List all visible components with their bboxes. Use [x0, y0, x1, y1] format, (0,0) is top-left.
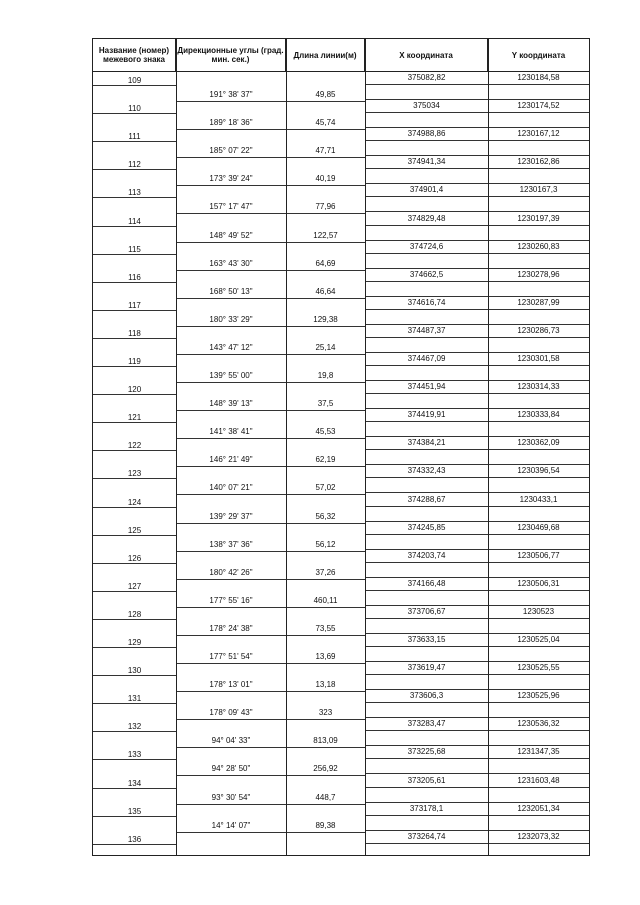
y-coordinate: 1230278,96 [517, 269, 560, 279]
point-name: 129 [127, 638, 142, 647]
segment-line [176, 298, 365, 299]
line-length: 323 [318, 708, 333, 718]
direction-angle: 139° 29' 37" [209, 511, 253, 521]
x-coordinate: 374384,21 [407, 438, 446, 448]
line-length: 13,69 [315, 652, 336, 662]
row-line [93, 788, 176, 789]
row-line [365, 661, 589, 662]
x-coordinate: 374616,74 [407, 297, 446, 307]
row-line [365, 408, 589, 409]
line-length: 256,92 [313, 764, 338, 774]
header-length: Длина линии(м) [286, 39, 365, 71]
line-length: 57,02 [315, 483, 336, 493]
direction-angle: 177° 51' 54" [209, 652, 253, 662]
point-name: 111 [128, 132, 141, 142]
table-header [93, 39, 589, 72]
direction-angle: 146° 21' 49" [209, 455, 253, 465]
line-length: 448,7 [315, 792, 336, 802]
boundary-table [92, 38, 590, 856]
x-coordinate: 375082,82 [407, 73, 446, 82]
y-coordinate: 1230525,96 [517, 691, 560, 701]
x-coordinate: 374419,91 [407, 410, 446, 420]
row-line [365, 730, 589, 731]
row-line [365, 99, 589, 100]
line-length: 46,64 [315, 286, 336, 296]
point-name: 117 [128, 300, 141, 310]
y-coordinate: 1230260,83 [517, 241, 560, 251]
row-line [365, 337, 589, 338]
row-line [365, 477, 589, 478]
row-line [365, 296, 589, 297]
segment-line [176, 775, 365, 776]
segment-line [176, 185, 365, 186]
y-coordinate: 1230197,39 [517, 213, 560, 223]
point-name: 119 [128, 357, 141, 366]
y-coordinate: 1231603,48 [517, 775, 560, 785]
row-line [93, 197, 176, 198]
direction-angle: 189° 18' 36" [209, 118, 253, 128]
row-line [365, 802, 589, 803]
row-line [365, 745, 589, 746]
y-coordinate: 1230525,55 [517, 663, 560, 673]
segment-line [176, 354, 365, 355]
line-length: 25,14 [315, 342, 336, 352]
x-coordinate: 374332,43 [407, 466, 446, 476]
direction-angle: 139° 55' 00" [209, 371, 253, 381]
y-coordinate: 1232051,34 [517, 803, 560, 813]
header-angle: Дирекционные углы (град. мин. сек.) [176, 39, 286, 71]
point-name: 133 [127, 750, 142, 760]
direction-angle: 173° 39' 24" [209, 174, 253, 184]
row-line [93, 85, 176, 86]
y-coordinate: 1230433,1 [519, 494, 558, 504]
direction-angle: 191° 38' 37" [209, 90, 253, 100]
row-line [93, 759, 176, 760]
y-coordinate: 1230314,33 [517, 382, 560, 392]
line-length: 37,5 [317, 399, 334, 409]
point-name: 132 [127, 722, 142, 732]
column-divider [176, 39, 177, 855]
point-name: 130 [127, 666, 142, 676]
x-coordinate: 375034 [413, 101, 440, 111]
y-coordinate: 1230506,77 [517, 550, 560, 560]
row-line [365, 590, 589, 591]
point-name: 113 [128, 188, 141, 198]
line-length: 40,19 [315, 174, 336, 184]
row-line [365, 618, 589, 619]
row-line [365, 492, 589, 493]
line-length: 460,11 [313, 595, 338, 605]
y-coordinate: 1230506,31 [517, 578, 560, 588]
row-line [93, 591, 176, 592]
y-coordinate: 1230184,58 [517, 73, 560, 82]
row-line [365, 183, 589, 184]
point-name: 123 [127, 469, 142, 479]
point-name: 118 [128, 328, 141, 338]
line-length: 37,26 [315, 567, 336, 577]
row-line [365, 562, 589, 563]
x-coordinate: 374166,48 [407, 578, 446, 588]
x-coordinate: 373633,15 [407, 635, 446, 644]
x-coordinate: 374662,5 [409, 269, 444, 279]
y-coordinate: 1230362,09 [517, 438, 560, 448]
table-body [93, 71, 589, 855]
y-coordinate: 1230469,68 [517, 522, 560, 532]
point-name: 110 [128, 104, 141, 114]
y-coordinate: 1230333,84 [517, 410, 560, 420]
row-line [93, 647, 176, 648]
row-line [365, 605, 589, 606]
row-line [93, 422, 176, 423]
segment-line [176, 579, 365, 580]
segment-line [176, 213, 365, 214]
row-line [93, 619, 176, 620]
segment-line [176, 157, 365, 158]
line-length: 89,38 [315, 820, 336, 830]
y-coordinate: 1230167,12 [517, 129, 560, 139]
line-length: 122,57 [313, 230, 338, 240]
point-name: 126 [127, 553, 142, 563]
row-line [365, 521, 589, 522]
row-line [365, 268, 589, 269]
segment-line [176, 804, 365, 805]
line-length: 129,38 [313, 314, 338, 324]
x-coordinate: 374245,85 [407, 522, 446, 532]
x-coordinate: 373178,1 [409, 803, 444, 813]
point-name: 122 [127, 441, 142, 451]
direction-angle: 143° 47' 12" [209, 342, 253, 352]
header-x: X координата [365, 39, 488, 71]
segment-line [176, 607, 365, 608]
row-line [93, 226, 176, 227]
row-line [365, 577, 589, 578]
row-line [365, 84, 589, 85]
row-line [365, 633, 589, 634]
y-coordinate: 1231347,35 [517, 747, 560, 757]
x-coordinate: 374988,86 [407, 129, 446, 139]
row-line [93, 703, 176, 704]
row-line [365, 506, 589, 507]
segment-line [176, 691, 365, 692]
y-coordinate: 1230174,52 [517, 101, 560, 111]
row-line [93, 310, 176, 311]
row-line [365, 674, 589, 675]
line-length: 49,85 [315, 90, 336, 100]
row-line [365, 421, 589, 422]
row-line [365, 702, 589, 703]
segment-line [176, 270, 365, 271]
y-coordinate: 1230536,32 [517, 719, 560, 729]
y-coordinate: 1230162,86 [517, 157, 560, 167]
x-coordinate: 374829,48 [407, 213, 446, 223]
segment-line [176, 832, 365, 833]
line-length: 64,69 [315, 258, 336, 268]
line-length: 56,12 [315, 539, 336, 549]
segment-line [176, 438, 365, 439]
line-length: 62,19 [315, 455, 336, 465]
point-name: 128 [127, 609, 142, 619]
row-line [365, 155, 589, 156]
column-divider [365, 39, 366, 855]
line-length: 45,53 [315, 427, 336, 437]
direction-angle: 141° 38' 41" [209, 427, 253, 437]
y-coordinate: 1230396,54 [517, 466, 560, 476]
direction-angle: 178° 24' 38" [209, 623, 253, 633]
row-line [365, 815, 589, 816]
row-line [365, 196, 589, 197]
direction-angle: 14° 14' 07" [211, 820, 251, 830]
row-line [365, 464, 589, 465]
point-name: 120 [127, 385, 142, 395]
row-line [365, 365, 589, 366]
y-coordinate: 1230523 [522, 606, 555, 616]
segment-line [176, 663, 365, 664]
x-coordinate: 374288,67 [407, 494, 446, 504]
row-line [365, 225, 589, 226]
x-coordinate: 374203,74 [407, 550, 446, 560]
x-coordinate: 373283,47 [407, 719, 446, 729]
x-coordinate: 373225,68 [407, 747, 446, 757]
segment-line [176, 410, 365, 411]
point-name: 109 [127, 76, 142, 85]
point-name: 116 [128, 272, 141, 282]
y-coordinate: 1230287,99 [517, 297, 560, 307]
row-line [93, 535, 176, 536]
row-line [365, 646, 589, 647]
x-coordinate: 373619,47 [407, 663, 446, 673]
row-line [365, 449, 589, 450]
row-line [93, 141, 176, 142]
direction-angle: 163° 43' 30" [209, 258, 253, 268]
row-line [365, 211, 589, 212]
row-line [93, 478, 176, 479]
x-coordinate: 374901,4 [409, 185, 444, 195]
x-coordinate: 373205,61 [407, 775, 446, 785]
row-line [365, 534, 589, 535]
line-length: 47,71 [315, 146, 336, 156]
row-line [93, 282, 176, 283]
segment-line [176, 523, 365, 524]
row-line [365, 112, 589, 113]
row-line [93, 169, 176, 170]
row-line [93, 254, 176, 255]
x-coordinate: 373264,74 [407, 831, 446, 841]
segment-line [176, 466, 365, 467]
line-length: 45,74 [315, 118, 336, 128]
y-coordinate: 1230167,3 [519, 185, 558, 195]
row-line [365, 758, 589, 759]
segment-line [176, 129, 365, 130]
line-length: 19,8 [317, 371, 334, 381]
row-line [365, 168, 589, 169]
x-coordinate: 374941,34 [407, 157, 446, 167]
point-name: 121 [127, 413, 142, 423]
point-name: 131 [127, 694, 142, 704]
row-line [365, 549, 589, 550]
line-length: 13,18 [315, 680, 336, 690]
row-line [93, 563, 176, 564]
direction-angle: 180° 33' 29" [209, 314, 253, 324]
row-line [365, 380, 589, 381]
row-line [365, 127, 589, 128]
header-name: Название (номер) межевого знака [93, 39, 176, 71]
row-line [365, 830, 589, 831]
segment-line [176, 326, 365, 327]
line-length: 813,09 [313, 736, 338, 746]
line-length: 77,96 [315, 202, 336, 212]
direction-angle: 177° 55' 16" [209, 595, 253, 605]
x-coordinate: 374724,6 [409, 241, 444, 251]
row-line [93, 675, 176, 676]
column-divider [488, 39, 489, 855]
point-name: 124 [127, 497, 142, 507]
x-coordinate: 373606,3 [409, 691, 444, 701]
y-coordinate: 1230286,73 [517, 325, 560, 335]
direction-angle: 168° 50' 13" [209, 286, 253, 296]
direction-angle: 148° 39' 13" [209, 399, 253, 409]
direction-angle: 94° 28' 50" [211, 764, 251, 774]
point-name: 134 [127, 778, 142, 788]
direction-angle: 185° 07' 22" [209, 146, 253, 156]
y-coordinate: 1230301,58 [517, 354, 560, 363]
point-name: 112 [128, 160, 141, 170]
row-line [365, 436, 589, 437]
row-line [365, 140, 589, 141]
direction-angle: 157° 17' 47" [209, 202, 253, 212]
x-coordinate: 374451,94 [407, 382, 446, 392]
y-coordinate: 1232073,32 [517, 831, 560, 841]
header-y: Y координата [511, 50, 566, 60]
row-line [365, 324, 589, 325]
x-coordinate: 373706,67 [407, 606, 446, 616]
row-line [93, 731, 176, 732]
direction-angle: 148° 49' 52" [209, 230, 253, 240]
segment-line [176, 635, 365, 636]
row-line [93, 394, 176, 395]
segment-line [176, 551, 365, 552]
row-line [365, 281, 589, 282]
direction-angle: 178° 09' 43" [209, 708, 253, 718]
line-length: 73,55 [315, 623, 336, 633]
direction-angle: 94° 04' 33" [211, 736, 251, 746]
segment-line [176, 747, 365, 748]
row-line [365, 787, 589, 788]
row-line [365, 689, 589, 690]
row-line [365, 253, 589, 254]
point-name: 136 [127, 834, 142, 844]
point-name: 114 [128, 216, 141, 226]
point-name: 127 [127, 581, 142, 591]
row-line [93, 366, 176, 367]
x-coordinate: 374467,09 [407, 354, 446, 363]
row-line [365, 309, 589, 310]
direction-angle: 140° 07' 21" [209, 483, 253, 493]
point-name: 135 [127, 806, 142, 816]
y-coordinate: 1230525,04 [517, 635, 560, 644]
row-line [93, 338, 176, 339]
row-line [93, 816, 176, 817]
segment-line [176, 382, 365, 383]
row-line [365, 773, 589, 774]
point-name: 115 [128, 244, 141, 254]
point-name: 125 [127, 525, 142, 535]
row-line [365, 393, 589, 394]
direction-angle: 178° 13' 01" [209, 680, 253, 690]
row-line [93, 113, 176, 114]
direction-angle: 93° 30' 54" [211, 792, 251, 802]
x-coordinate: 374487,37 [407, 325, 446, 335]
segment-line [176, 494, 365, 495]
row-line [365, 240, 589, 241]
row-line [365, 717, 589, 718]
direction-angle: 180° 42' 26" [209, 567, 253, 577]
row-line [93, 507, 176, 508]
row-line [365, 352, 589, 353]
row-line [93, 844, 176, 845]
column-divider [286, 39, 287, 855]
segment-line [176, 242, 365, 243]
row-line [93, 450, 176, 451]
line-length: 56,32 [315, 511, 336, 521]
segment-line [176, 101, 365, 102]
row-line [365, 843, 589, 844]
segment-line [176, 719, 365, 720]
direction-angle: 138° 37' 36" [209, 539, 253, 549]
